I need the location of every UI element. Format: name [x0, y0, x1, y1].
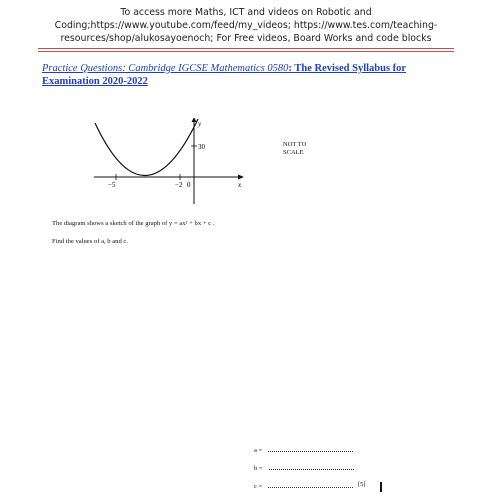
text-cursor	[380, 482, 382, 492]
answer-c	[254, 483, 353, 490]
header-line-3: resources/shop/alukosayoenoch; For Free videos, Board Works and code blocks	[60, 33, 432, 44]
x-axis-arrow	[238, 175, 244, 180]
question-line-2: Find the values of a, b and c.	[52, 238, 128, 245]
header-line-2: Coding;https://www.youtube.com/feed/my_videos; https://www.tes.com/teaching-	[54, 20, 438, 31]
header-line-1: To access more Maths, ICT and videos on Robotic and	[120, 7, 372, 18]
question-line-1: The diagram shows a sketch of the graph of y = ax² + bx + c .	[52, 220, 215, 227]
label-30: 30	[198, 143, 205, 151]
answer-c-line[interactable]	[268, 487, 353, 488]
label-origin: 0	[187, 181, 191, 189]
label-x: x	[238, 181, 242, 189]
y-axis-arrow	[192, 118, 197, 122]
title-italic: Practice Questions: Cambridge IGCSE Mathematics 0580	[42, 63, 289, 74]
page-title	[42, 62, 462, 88]
answer-a	[254, 447, 353, 454]
marks-label: [5]	[358, 481, 366, 488]
label-y: y	[198, 120, 202, 128]
header-divider-2	[38, 51, 454, 52]
answer-c-label: c =	[254, 483, 263, 490]
answer-b-label: b =	[254, 465, 263, 472]
label-minus5: −5	[108, 181, 116, 189]
parabola-curve	[95, 119, 198, 176]
note-line-1: NOT TO	[283, 141, 307, 148]
answer-b-line[interactable]	[269, 469, 354, 470]
title-bold: : The Revised Syllabus for Examination 2020-2022	[42, 63, 407, 87]
header	[0, 6, 492, 45]
answer-a-line[interactable]	[268, 451, 353, 452]
label-minus2: −2	[175, 181, 183, 189]
note-line-2: SCALE	[283, 149, 304, 156]
answer-a-label: a =	[254, 447, 263, 454]
not-to-scale-note	[283, 141, 306, 157]
answer-b	[254, 465, 354, 472]
parabola-graph	[90, 118, 250, 208]
header-divider	[38, 48, 454, 49]
